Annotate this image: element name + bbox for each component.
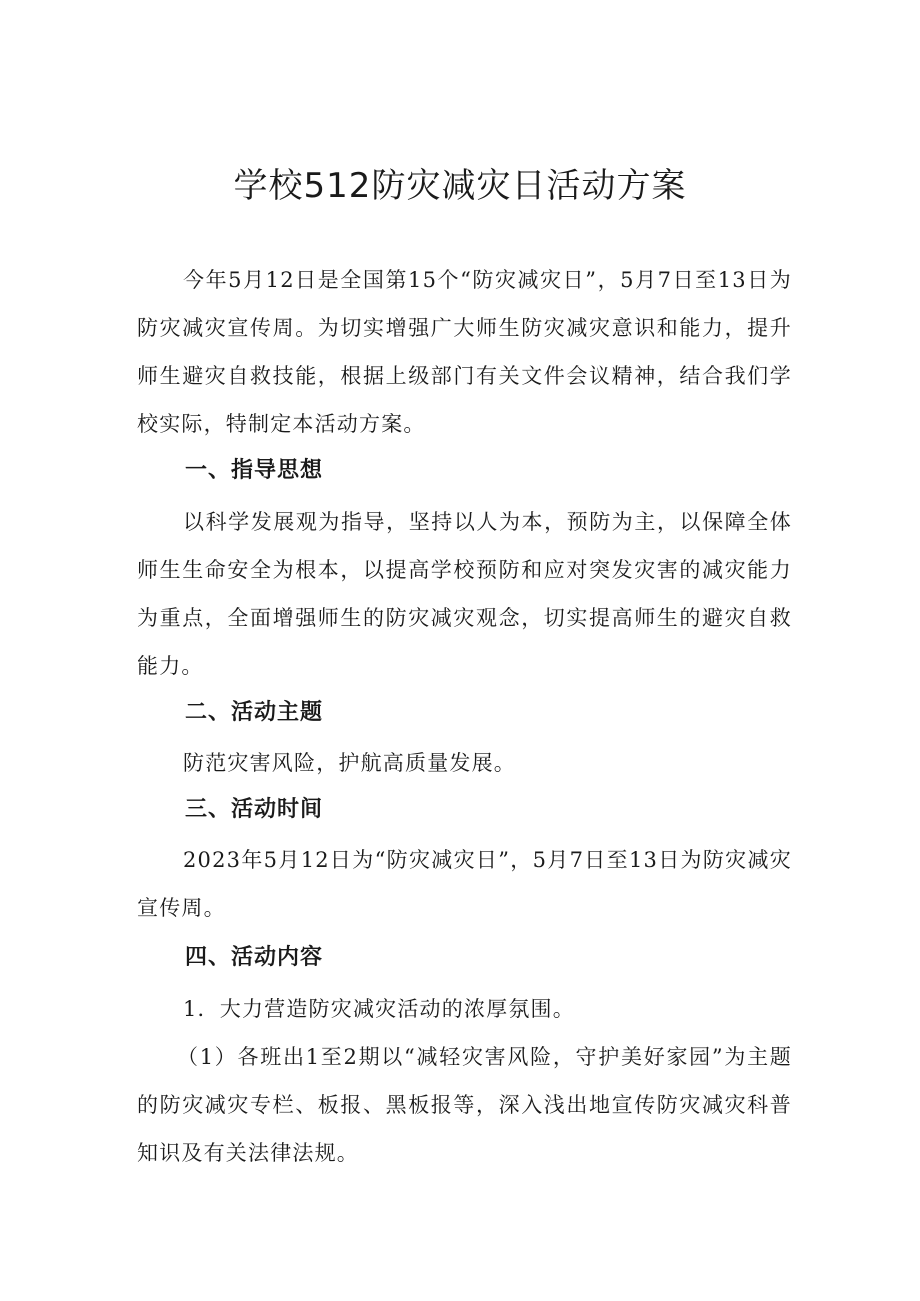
activity-theme-paragraph: 防范灾害风险，护航高质量发展。: [183, 751, 516, 775]
intro-paragraph: 今年5月12日是全国第15个“防灾减灾日”，5月7日至13日为防灾减灾宣传周。为切实增强广大师生防灾减灾意识和能力，提升师生避灾自救技能，根据上级部门有关文件会议精神，结合我们学校实际，特制定本活动方案。: [137, 268, 792, 436]
activity-content-subitem-1: （1）各班出1至2期以“减轻灾害风险，守护美好家园”为主题的防灾减灾专栏、板报、黑板报等，深入浅出地宣传防灾减灾科普知识及有关法律法规。: [137, 1045, 792, 1165]
section-heading-activity-time: 三、活动时间: [185, 797, 324, 822]
section-heading-activity-content: 四、活动内容: [185, 945, 324, 970]
section-heading-guiding-thought: 一、指导思想: [185, 458, 324, 483]
activity-content-item-1: 1．大力营造防灾减灾活动的浓厚氛围。: [183, 997, 575, 1021]
guiding-thought-paragraph: 以科学发展观为指导，坚持以人为本，预防为主，以保障全体师生生命安全为根本，以提高学校预防和应对突发灾害的减灾能力为重点，全面增强师生的防灾减灾观念，切实提高师生的避灾自救能力。: [137, 510, 792, 678]
section-heading-activity-theme: 二、活动主题: [185, 700, 324, 725]
activity-time-paragraph: 2023年5月12日为“防灾减灾日”，5月7日至13日为防灾减灾宣传周。: [137, 848, 792, 920]
document-title: 学校512防灾减灾日活动方案: [233, 166, 687, 206]
